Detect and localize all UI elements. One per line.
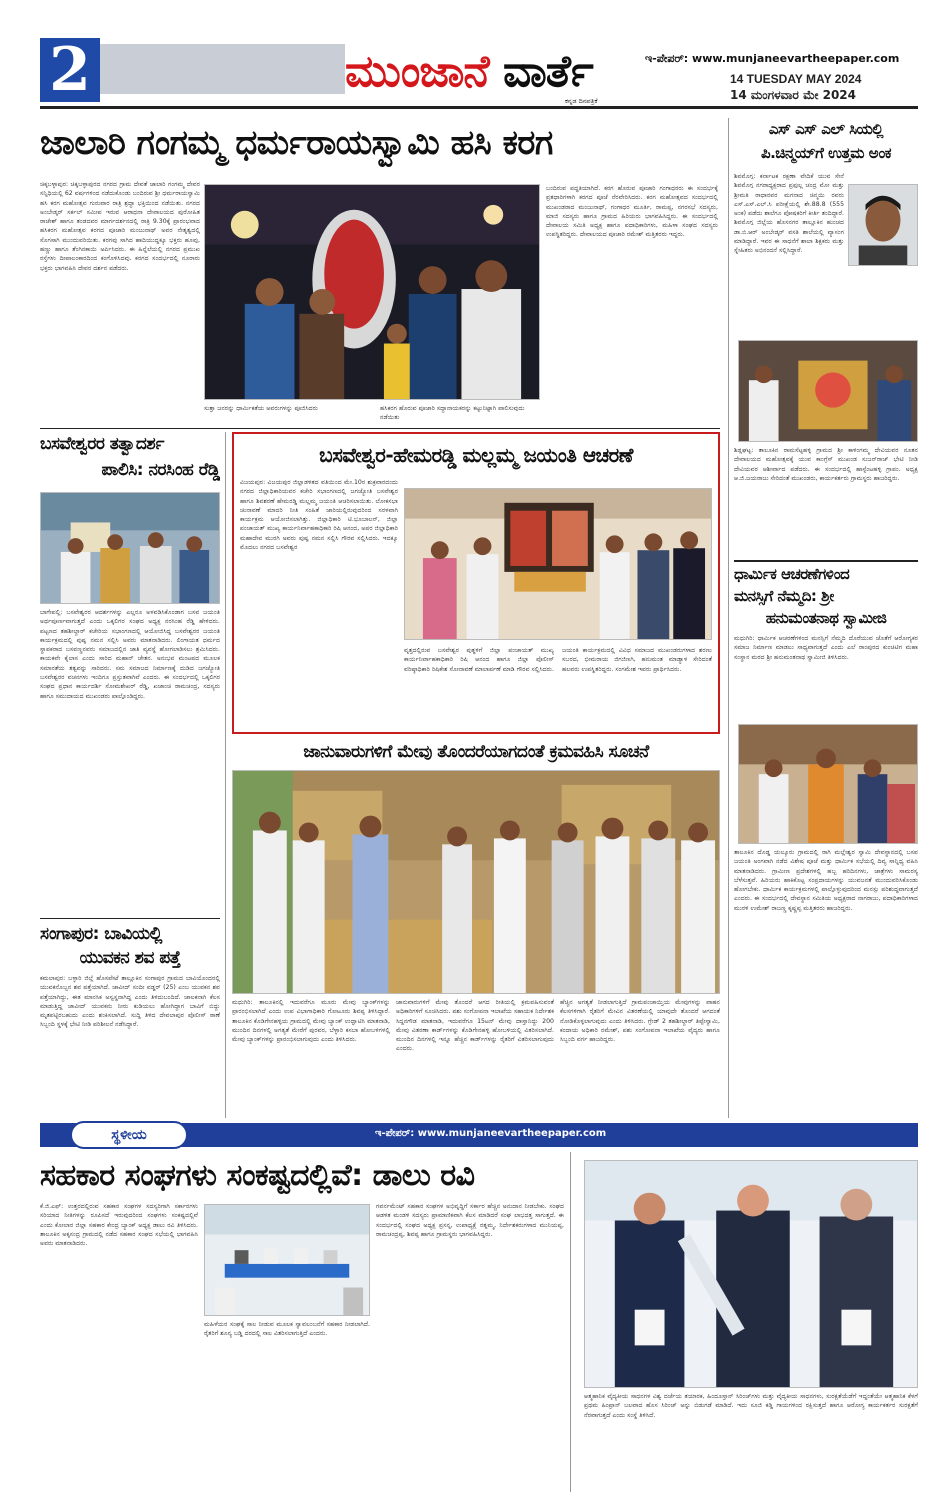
masthead-rule — [40, 106, 918, 109]
logo-red-text: ಮುಂಜಾನೆ — [345, 46, 503, 97]
fodder-col2: ಜಾನುವಾರುಗಳಿಗೆ ಮೇವು ತೊಂದರೆ ಆಗದ ರೀತಿಯಲ್ಲಿ ಕ್ರಮವಹಿಸುವಂತೆ ಅಧಿಕಾರಿಗಳಿಗೆ ಸೂಚಿಸಿದರು. ಪಶು ಸಂಗೋಪನಾ ಇಲಾಖೆಯ ಸಹಾಯಕ ನಿರ್ದೇಶಕ ಸಿದ್ದನಗೌಡ ಮಾತನಾಡಿ, ಇದುವರೆಗೂ 15ಟನ್ ಮೇವು ದಾಸ್ತಾನಿದ್ದು 200 ಮೇವು ವಿತರಣಾ ಕಾರ್ಡ್‌ಗಳನ್ನು ಕೊಡಿಗೇನಹಳ್ಳಿ ಹೋಬಳಿಯಲ್ಲಿ ವಿತರಿಸಲಾಗಿದೆ. ಮುಂದಿನ ದಿನಗಳಲ್ಲಿ ಇನ್ನೂ ಹೆಚ್ಚಿನ ಕಾರ್ಡ್‌ಗಳನ್ನು ರೈತರಿಗೆ ವಿತರಿಸಲಾಗುವುದು ಎಂದರು. — [396, 999, 554, 1053]
hmd-photo — [584, 1160, 918, 1388]
newspaper-logo[interactable] — [345, 44, 593, 100]
fodder-photo — [232, 770, 720, 994]
student-photo — [848, 184, 918, 266]
basava-headline-2[interactable]: ಪಾಲಿಸಿ: ನರಸಿಂಹ ರೆಡ್ಡಿ — [101, 460, 220, 480]
cooperative-col2: ಮಹಿಳೆಯರ ಸಂಘಕ್ಕೆ ಸಾಲ ನೀಡುವ ಮೂಲಕ ಸ್ವಾವಲಂಬನೆಗೆ ಸಹಕಾರ ನೀಡಲಾಗಿದೆ. ರೈತರಿಗೆ ಶೂನ್ಯ ಬಡ್ಡಿ ದರದಲ್ಲಿ ಸಾಲ ವಿತರಿಸಲಾಗುತ್ತಿದೆ ಎಂದರು. — [204, 1321, 370, 1338]
logo-black-text: ವಾರ್ತೆ — [502, 46, 593, 97]
karaga-caption-1: ಸುತ್ತಾ ಜನರನ್ನು ಧಾರ್ಮಿಕತೆಯ ಅವರುಗಳನ್ನು ಪೂಜಿಸಿದರು — [204, 405, 318, 412]
hmd-body: ಆತ್ಮಹಾನಿಕ ವೈದ್ಯಕೀಯ ಸಾಧನಗಳ ವಿಶ್ವ ದರ್ಜೆಯ ತಯಾರಕ, ಹಿಂದೂಸ್ತಾನ್ ಸಿರಿಂಜ್‌ಗಳು ಮತ್ತು ವೈದ್ಯಕೀಯ ಸಾಧನಗಳು, ಸುರಕ್ಷತೆಯೆಡೆಗೆ ಇದ್ದಂತೆಯೇ ಆತ್ಮಹಾನಿಕ ಕೆಳಗೆ ಪ್ರಥಮ ಹಿಂಪ್ರಾನ್ ಬಲವಾದ ಹೊಸ ಸಿರಿಂಜ್ ಅನ್ನು ಬಿಡುಗಡೆ ಮಾಡಿದೆ. ಇದು ಸೂಜಿ ಕಡ್ಡಿ ಗಾಯಗಳಿಂದ ರಕ್ಷಿಸುತ್ತದೆ ಹಾಗೂ ಆರೋಗ್ಯ ಕಾರ್ಯಕರ್ತರ ಸುರಕ್ಷತೆಗೆ ನೆರವಾಗುತ್ತದೆ ಎಂದು ಸಂಸ್ಥೆ ತಿಳಿಸಿದೆ. — [584, 1393, 918, 1419]
hemareddy-col2: ವೃತ್ತದಲ್ಲಿರುವ ಬಸವೇಶ್ವರ ಪುತ್ಥಳಿಗೆ ಜಿಲ್ಲಾ ಪಂಚಾಯತ್ ಮುಖ್ಯ ಕಾರ್ಯನಿರ್ವಾಹಕಾಧಿಕಾರಿ ರಿಷಿ ಆನಂದ ಹಾಗೂ ಜಿಲ್ಲಾ ಪೊಲೀಸ್ ವರಿಷ್ಠಾಧಿಕಾರಿ ರಿಷಿಕೇಶ ಸೋನಾವಣೆ ಮಾಲಾರ್ಪಣೆ ಮಾಡಿ ಗೌರವ ಸಲ್ಲಿಸಿದರು. — [404, 647, 554, 673]
epaper-link[interactable]: ಇ-ಪೇಪರ್: www.munjaneevartheepaper.com — [645, 52, 900, 65]
cooperative-headline[interactable]: ಸಹಕಾರ ಸಂಘಗಳು ಸಂಕಷ್ಟದಲ್ಲಿವೆ: ಡಾಲು ರವಿ — [40, 1158, 475, 1193]
bottom-column-divider — [570, 1152, 571, 1492]
hemareddy-headline[interactable]: ಬಸವೇಶ್ವರ-ಹೇಮರಡ್ಡಿ ಮಲ್ಲಮ್ಮ ಜಯಂತಿ ಆಚರಣೆ — [319, 443, 633, 467]
sslc-headline-2[interactable]: ಪಿ.ಚಿನ್ಮಯ್‌ಗೆ ಉತ್ತಮ ಅಂಕ — [760, 144, 892, 162]
spiritual-body-2: ತಾಲೂಕಿನ ದೊಡ್ಡ ಯಲ್ಕೂರು ಗ್ರಾಮದಲ್ಲಿ ರಾಗಿ ಮಲ್ಲೇಶ್ವರ ಸ್ವಾಮಿ ದೇವಸ್ಥಾನದಲ್ಲಿ ಬಸವ ಜಯಂತಿ ಅಂಗವಾಗಿ ನಡೆದ ವಿಶೇಷ ಪೂಜೆ ಮತ್ತು ಧಾರ್ಮಿಕ ಸಭೆಯಲ್ಲಿ ದಿವ್ಯ ಸಾನ್ನಿಧ್ಯ ವಹಿಸಿ ಮಾತನಾಡಿದರು. ಗ್ರಾಮೀಣ ಪ್ರದೇಶಗಳಲ್ಲಿ ಹಬ್ಬ ಹರಿದಿನಗಳು, ಜಾತ್ರೆಗಳು ಸಾಮರಸ್ಯ ಬೆಳೆಸುತ್ತವೆ. ಹಿರಿಯರು ಹಾಕಿಕೊಟ್ಟ ಸಂಪ್ರದಾಯಗಳನ್ನು ಯುವಜನತೆ ಮುಂದುವರಿಸಿಕೊಂಡು ಹೋಗಬೇಕು. ಧಾರ್ಮಿಕ ಕಾರ್ಯಕ್ರಮಗಳಲ್ಲಿ ಪಾಲ್ಗೊಳ್ಳುವುದರಿಂದ ಮನಸ್ಸು ಪರಿಶುದ್ಧವಾಗುತ್ತದೆ ಎಂದರು. ಈ ಸಂದರ್ಭದಲ್ಲಿ ದೇವಸ್ಥಾನ ಸಮಿತಿಯ ಅಧ್ಯಕ್ಷರಾದ ನಾಗರಾಜು, ಪದಾಧಿಕಾರಿಗಳಾದ ಮುರಳಿ ಉಮೇಶ್ ರಾಜಣ್ಣ ಕೃಷ್ಣಪ್ಪ ಮತ್ತಿತರರು ಹಾಜರಿದ್ದರು. — [734, 849, 918, 912]
basava-headline-1[interactable]: ಬಸವೇಶ್ವರರ ತತ್ವಾದರ್ಶ — [40, 434, 164, 454]
spiritual-photo — [738, 724, 918, 844]
spiritual-headline-1[interactable]: ಧಾರ್ಮಿಕ ಆಚರಣೆಗಳಿಂದ — [734, 565, 850, 583]
spiritual-body-1: ಮಧುಗಿರಿ: ಧಾರ್ಮಿಕ ಆಚರಣೆಗಳಿಂದ ಮನಸ್ಸಿಗೆ ನೆಮ್ಮದಿ ದೊರೆಯುವ ಜೊತೆಗೆ ಆರೋಗ್ಯಕರ ಸಮಾಜ ನಿರ್ಮಾಣ ಮಾಡಲು ಸಾಧ್ಯವಾಗುತ್ತದೆ ಎಂದು ಎಲೆ ರಾಂಪುರದ ಕುಂಚಿಟಿಗ ಮಹಾ ಸಂಸ್ಥಾನ ಮಠದ ಶ್ರೀ ಹನುಮಂತನಾಥ ಸ್ವಾಮೀಜಿ ತಿಳಿಸಿದರು. — [734, 635, 918, 661]
fodder-headline[interactable]: ಜಾನುವಾರುಗಳಿಗೆ ಮೇವು ತೊಂದರೆಯಾಗದಂತೆ ಕ್ರಮವಹಿಸಿ ಸೂಚನೆ — [303, 742, 649, 762]
karaga-photo — [204, 184, 540, 400]
karaga-col2: ಬಂದಿರುವ ಪದ್ಧತಿಯಾಗಿದೆ. ಕರಗ ಹೊರುವ ಪೂಜಾರಿ ಗಂಗಾಧರರು ಈ ಸಂದರ್ಭಕ್ಕೆ ವ್ರತಧಾರಿಗಳಾಗಿ ಕರಗದ ಪೂಜೆ ನೆರವೇರಿಸಿದರು. ಕರಗ ಮಹೋತ್ಸವದ ಸಂದರ್ಭದಲ್ಲಿ ಮುಖಂಡರಾದ ಮಂಜುನಾಥ್, ಗಂಗಾಧರ ಮೂರ್ತಿ, ರಾಮಪ್ಪ, ನಗರಸಭೆ ಸದಸ್ಯರು, ಮಾಜಿ ಸದಸ್ಯರು ಹಾಗೂ ಗ್ರಾಮದ ಹಿರಿಯರು ಭಾಗವಹಿಸಿದ್ದರು. ಈ ಸಂದರ್ಭದಲ್ಲಿ ದೇವಾಲಯ ಸಮಿತಿ ಅಧ್ಯಕ್ಷ ಹಾಗೂ ಪದಾಧಿಕಾರಿಗಳು, ಮಹಿಳಾ ಸಂಘದ ಸದಸ್ಯರು ಉಪಸ್ಥಿತರಿದ್ದರು. ದೇವಾಲಯದ ಪೂಜಾರಿ ರಮೇಶ್ ಮತ್ತಿತರರು ಇದ್ದರು. — [546, 185, 718, 239]
spiritual-headline-3[interactable]: ಹನುಮಂತನಾಥ ಸ್ವಾಮೀಜಿ — [765, 609, 887, 627]
spiritual-headline-2[interactable]: ಮನಸ್ಸಿಗೆ ನೆಮ್ಮದಿ: ಶ್ರೀ — [734, 587, 834, 605]
fodder-col1: ಮಧುಗಿರಿ: ತಾಲೂಕಿನಲ್ಲಿ ಇದುವರೆಗೂ ಮೂರು ಮೇವು ಬ್ಯಾಂಕ್‌ಗಳನ್ನು ಪ್ರಾರಂಭಿಸಲಾಗಿದೆ ಎಂದು ಉಪ ವಿಭಾಗಾಧಿಕಾರಿ ಗೋಟೂರು ಶಿವಪ್ಪ ತಿಳಿಸಿದ್ದಾರೆ. ತಾಲೂಕಿನ ಕೊಡಿಗೇನಹಳ್ಳಿಯ ಗ್ರಾಮದಲ್ಲಿ ಮೇವು ಬ್ಯಾಂಕ್ ಉದ್ಘಾಟಿಸಿ ಮಾತನಾಡಿ, ಮುಂದಿನ ದಿನಗಳಲ್ಲಿ ಅಗತ್ಯತೆ ಮೇರೆಗೆ ಪುರವರ, ಬೆಳ್ಳಾರಿ ಕಸಬಾ ಹೋಬಳಿಗಳಲ್ಲಿ ಮೇವು ಬ್ಯಾಂಕ್‌ಗಳನ್ನು ಪ್ರಾರಂಭಿಸಲಾಗುವುದು ಎಂದು ತಿಳಿಸಿದರು. — [232, 999, 390, 1044]
hemareddy-photo — [404, 488, 712, 640]
hemareddy-col3: ಜಯಂತಿ ಕಾರ್ಯಕ್ರಮದಲ್ಲಿ ವಿವಿಧ ಸಮಾಜದ ಮುಖಂಡರುಗಳಾದ ಶರಣು ಸಬರದ, ಭೀಮರಾಯ ಜಿಗಜಿಣಗಿ, ಹನುಮಂತ ಮಾಡ್ಯಾಳ ಸೇರಿದಂತೆ ಹಲವರು ಉಪಸ್ಥಿತರಿದ್ದರು. ಸಂಗಮೇಶ ಇವರು ಪ್ರಾರ್ಥಿಸಿದರು. — [562, 647, 712, 673]
left-column-divider — [225, 432, 226, 1118]
masthead-bar — [100, 44, 345, 94]
cooperative-col1: ಕೆ.ಜಿ.ಎಫ್: ಉತ್ತರದಲ್ಲಿರುವ ಸಹಕಾರ ಸಂಘಗಳ ಸದಸ್ಯರಿಗಾಗಿ ಸರ್ಕಾರಗಳು ಸರಿಯಾದ ನೀತಿಗಳನ್ನು ರೂಪಿಸದೆ ಇರುವುದರಿಂದ ಸಂಘಗಳು ಸಂಕಷ್ಟದಲ್ಲಿವೆ ಎಂದು ಕೋಲಾರ ಜಿಲ್ಲಾ ಸಹಕಾರ ಕೇಂದ್ರ ಬ್ಯಾಂಕ್ ಅಧ್ಯಕ್ಷ ಡಾಲು ರವಿ ತಿಳಿಸಿದರು. ತಾಲೂಕಿನ ಅಕ್ಕಸಂದ್ರ ಗ್ರಾಮದಲ್ಲಿ ನಡೆದ ಸಹಕಾರ ಸಂಘದ ಸಭೆಯಲ್ಲಿ ಭಾಗವಹಿಸಿ ಅವರು ಮಾತನಾಡಿದರು. — [40, 1203, 198, 1248]
karaga-headline[interactable]: ಜಾಲಾರಿ ಗಂಗಮ್ಮ ಧರ್ಮರಾಯಸ್ವಾಮಿ ಹಸಿ ಕರಗ — [40, 123, 553, 163]
basava-photo — [40, 492, 220, 604]
right-column-divider — [728, 118, 729, 1118]
sangapura-rule — [40, 918, 220, 919]
sangapura-headline-1[interactable]: ಸಂಗಾಪುರ: ಬಾವಿಯಲ್ಲಿ — [40, 924, 162, 944]
karaga-col1: ಚಿಕ್ಕಬಳ್ಳಾಪುರ: ಚಿಕ್ಕಬಳ್ಳಾಪುರದ ನಗರದ ಗ್ರಾಮ ದೇವತೆ ಜಾಲಾರಿ ಗಂಗಮ್ಮ ದೇವರ ಸನ್ನಿಧಿಯಲ್ಲಿ 62 ವರ್ಷಗಳಿಂದ ನಡೆದುಕೊಂಡು ಬಂದಿರುವ ಶ್ರೀ ಧರ್ಮರಾಯಸ್ವಾಮಿ ಹಸಿ ಕರಗ ಮಹೋತ್ಸವ ಗುರುವಾರ ರಾತ್ರಿ ಶ್ರದ್ಧಾ ಭಕ್ತಿಯಿಂದ ನಡೆಯಿತು. ನಗರದ ಅಂಬೇಡ್ಕರ್ ಸರ್ಕಲ್ ಸಮೀಪ ಇರುವ ಆರಾಧನಾ ದೇವಾಲಯದ ಪುರೋಹಿತ ರಾಜೇಶ್ ಹಾಗೂ ತಂಡದವರ ಮಾರ್ಗದರ್ಶನದಲ್ಲಿ ರಾತ್ರಿ 9.30ಕ್ಕೆ ಪ್ರಾರಂಭವಾದ ಹಸಿಕರಗ ಮಹೋತ್ಸವ ಕರಗದ ಪೂಜಾರಿ ಮಂಜುನಾಥ್ ಅವರ ನೇತೃತ್ವದಲ್ಲಿ ಸೊಗಸಾಗಿ ಮುಂದುವರಿಯಿತು. ಕರಗವು ಸಾಗಿದ ಹಾದಿಯುದ್ದಕ್ಕೂ ಭಕ್ತರು ಹೂವು, ಹಣ್ಣು ಹಾಗೂ ತೆಂಗಿನಕಾಯಿ ಅರ್ಪಿಸಿದರು. ಈ ಹಿನ್ನೆಲೆಯಲ್ಲಿ ನಗರದ ಪ್ರಮುಖ ರಸ್ತೆಗಳು ದೀಪಾಲಂಕಾರದಿಂದ ಕಂಗೊಳಿಸಿದವು. ಕರಗದ ಸಂದರ್ಭದಲ್ಲಿ ನೂರಾರು ಭಕ್ತರು ಭಾಗವಹಿಸಿ ದೇವರ ದರ್ಶನ ಪಡೆದರು. — [40, 181, 200, 272]
date-english: 14 TUESDAY MAY 2024 — [730, 72, 862, 86]
local-epaper-link[interactable]: ಇ-ಪೇಪರ್: www.munjaneevartheepaper.com — [375, 1128, 607, 1139]
cooperative-photo — [204, 1204, 370, 1316]
local-section-tag[interactable]: ಸ್ಥಳೀಯ — [70, 1121, 188, 1149]
hemareddy-col1: ವಿಜಯಪುರ: ವಿಜಯಪುರ ಜಿಲ್ಲಾಡಳಿತದ ವತಿಯಿಂದ ಮೇ.10ರ ಶುಕ್ರವಾರದಂದು ನಗರದ ಜಿಲ್ಲಾಧಿಕಾರಿಯವರ ಕಚೇರಿ ಸಭಾಂಗಣದಲ್ಲಿ ಜಗಜ್ಯೋತಿ ಬಸವೇಶ್ವರ ಹಾಗೂ ಶಿವಶರಣೆ ಹೇಮರಡ್ಡಿ ಮಲ್ಲಮ್ಮ ಜಯಂತಿ ಆಚರಿಸಲಾಯಿತು. ಲೋಕಸಭಾ ಚುನಾವಣೆ ಮಾದರಿ ನೀತಿ ಸಂಹಿತೆ ಜಾರಿಯಲ್ಲಿರುವುದರಿಂದ ಸರಳವಾಗಿ ಕಾರ್ಯಕ್ರಮ ಆಯೋಜಿಸಲಾಗಿತ್ತು. ಜಿಲ್ಲಾಧಿಕಾರಿ ಟಿ.ಭೂಬಾಲನ್, ಜಿಲ್ಲಾ ಪಂಚಾಯತ್ ಮುಖ್ಯ ಕಾರ್ಯನಿರ್ವಾಹಕಾಧಿಕಾರಿ ರಿಷಿ ಆನಂದ, ಅಪರ ಜಿಲ್ಲಾಧಿಕಾರಿ ಮಹಾದೇವ ಮುರಗಿ ಅವರು ಪುಷ್ಪ ನಮನ ಸಲ್ಲಿಸಿ ಗೌರವ ಸಲ್ಲಿಸಿದರು. ಇದಕ್ಕೂ ಮೊದಲು ನಗರದ ಬಸವೇಶ್ವರ — [240, 479, 398, 552]
sslc-body: ಶಿವಮೊಗ್ಗ: ಕರ್ನಾಟಕ ರಕ್ಷಣಾ ವೇದಿಕೆ ಯುವ ಸೇನೆ ಶಿವಮೊಗ್ಗ ನಗರಾಧ್ಯಕ್ಷರಾದ ಪ್ರಫುಲ್ಲ ಚಂದ್ರ ಮೋ ಮತ್ತು ಶ್ರೀಮತಿ ರಾಧಾರವರ ಮಗನಾದ ಚಿನ್ಮಯಿ ರವರು ಎಸ್.ಎಸ್.ಎಲ್.ಸಿ ಪರೀಕ್ಷೆಯಲ್ಲಿ ಶೇ.88.8 (555 ಅಂಕ) ಪಡೆದು ಶಾಲೆಗೂ ಪೋಷಕರಿಗೆ ಕೀರ್ತಿ ತಂದಿದ್ದಾರೆ. ಶಿವಮೊಗ್ಗ ಜಿಲ್ಲೆಯ ಹೊಸನಗರ ತಾಲ್ಲೂಕಿನ ಹುಂಚದ ಡಾ.ಬಿ.ಆರ್ ಅಂಬೇಡ್ಕರ್ ವಸತಿ ಶಾಲೆಯಲ್ಲಿ ವ್ಯಾಸಂಗ ಮಾಡಿದ್ದಾರೆ. ಇವರ ಈ ಸಾಧನೆಗೆ ಶಾಲಾ ಶಿಕ್ಷಕರು ಮತ್ತು ಸ್ನೇಹಿತರು ಅಭಿನಂದನೆ ಸಲ್ಲಿಸಿದ್ದಾರೆ. — [734, 173, 844, 255]
section-rule-1 — [40, 428, 720, 429]
temple-body: ಶಿಡ್ಲಘಟ್ಟ: ತಾಲೂಕಿನ ರಾಮಸೆಟ್ಟಹಳ್ಳಿ ಗ್ರಾಮದ ಶ್ರೀ ಕಾಳಿಂಗಮ್ಮ ದೇವಿಯವರ ನೂತನ ದೇವಾಲಯದ ಮಹೋತ್ಸವಕ್ಕೆ ಯುವ ಕಾಂಗ್ರೆಸ್ ಮುಖಂಡ ಸುಜನ್‌ರಾಜ್ ಭೇಟಿ ನೀಡಿ ದೇವಿಯವರ ಆಶೀರ್ವಾದ ಪಡೆದರು. ಈ ಸಂದರ್ಭದಲ್ಲಿ ಹಾಸ್ಟೆಂಟಹಳ್ಳಿ ಗ್ರಾಪಂ. ಅಧ್ಯಕ್ಷ ಆ.ಜಿ.ಜಯರಾಜು ಸೇರಿದಂತೆ ಮುಖಂಡರು, ಕಾರ್ಯಕರ್ತರು ಗ್ರಾಮಸ್ಥರು ಹಾಜರಿದ್ದರು. — [734, 447, 918, 482]
sangapura-headline-2[interactable]: ಯುವಕನ ಶವ ಪತ್ತೆ — [79, 948, 181, 968]
basava-body: ಬಾಗೇಪಲ್ಲಿ: ಬಸವೇಶ್ವರರ ಆದರ್ಶಗಳನ್ನು ಎಲ್ಲರೂ ಅಳವಡಿಸಿಕೊಂಡಾಗ ಬಸವ ಜಯಂತಿ ಅರ್ಥಪೂರ್ಣವಾಗುತ್ತದೆ ಎಂದು ಒಕ್ಕಲಿಗರ ಸಂಘದ ಅಧ್ಯಕ್ಷ ನರಸಿಂಹ ರೆಡ್ಡಿ ಹೇಳಿದರು. ಪಟ್ಟಣದ ತಹಶೀಲ್ದಾರ್ ಕಚೇರಿಯ ಸಭಾಂಗಣದಲ್ಲಿ ಆಯೋಜಿಸಿದ್ದ ಬಸವೇಶ್ವರರ ಜಯಂತಿ ಕಾರ್ಯಕ್ರಮದಲ್ಲಿ ಪುಷ್ಪ ನಮನ ಸಲ್ಲಿಸಿ ಅವರು ಮಾತನಾಡಿದರು. ಲಿಂಗಾಯತ ಧರ್ಮದ ಸ್ಥಾಪಕರಾದ ಬಸವಣ್ಣನವರು ಸಮಾಜದಲ್ಲಿನ ಜಾತಿ ವ್ಯವಸ್ಥೆ ಹೋಗಲಾಡಿಸಲು ಶ್ರಮಿಸಿದರು. ಕಾಯಕವೇ ಕೈಲಾಸ ಎಂದು ಸಾರಿದ ಮಹಾನ್ ಚೇತನ. ಅನುಭವ ಮಂಟಪದ ಮೂಲಕ ಸಮಾನತೆಯ ತತ್ವವನ್ನು ಸಾರಿದರು. ಸಮ ಸಮಾಜದ ನಿರ್ಮಾಣಕ್ಕೆ ದುಡಿದ ಜಗಜ್ಯೋತಿ ಬಸವೇಶ್ವರರ ವಚನಗಳು ಇಂದಿಗೂ ಪ್ರಸ್ತುತವಾಗಿವೆ ಎಂದರು. ಈ ಸಂದರ್ಭದಲ್ಲಿ ಒಕ್ಕಲಿಗರ ಸಂಘದ ಪ್ರಧಾನ ಕಾರ್ಯದರ್ಶಿ ಸೋಮಶೇಖರ್ ರೆಡ್ಡಿ, ಖಜಾಂಚಿ ರಾಮಚಂದ್ರ, ಸದಸ್ಯರು ಹಾಗೂ ಸಮುದಾಯದ ಮುಖಂಡರು ಪಾಲ್ಗೊಂಡಿದ್ದರು. — [40, 609, 220, 700]
sangapura-body: ಕಮಲಾಪುರ: ಬಳ್ಳಾರಿ ಜಿಲ್ಲೆ ಹೊಸಪೇಟೆ ತಾಲ್ಲೂಕಿನ ಸಂಗಾಪುರ ಗ್ರಾಮದ ಬಾವಿಯೊಂದರಲ್ಲಿ ಯುವಕನೊಬ್ಬನ ಶವ ಪತ್ತೆಯಾಗಿದೆ. ಜಾವೀದ್ ಸಂದೀ ವಡ್ಡರ್ (25) ಎಂಬ ಯುವಕನ ಶವ ಪತ್ತೆಯಾಗಿದ್ದು, ಈತ ಮಾನಸಿಕ ಅಸ್ವಸ್ಥನಾಗಿದ್ದ ಎಂದು ತಿಳಿದುಬಂದಿದೆ. ಚಾಲಕನಾಗಿ ಕೆಲಸ ಮಾಡುತ್ತಿದ್ದ ಜಾವೀದ್ ಯುವಕನು ನೀರು ಕುಡಿಯಲು ಹೋಗಿದ್ದಾಗ ಬಾವಿಗೆ ಬಿದ್ದು ಮೃತಪಟ್ಟಿರಬಹುದು ಎಂದು ಶಂಕಿಸಲಾಗಿದೆ. ಸುದ್ದಿ ತಿಳಿದ ದೇವಲಾಪುರ ಪೊಲೀಸ್ ಠಾಣೆ ಸಿಬ್ಬಂದಿ ಸ್ಥಳಕ್ಕೆ ಭೇಟಿ ನೀಡಿ ಪರಿಶೀಲನೆ ನಡೆಸಿದ್ದಾರೆ. — [40, 975, 220, 1029]
page-number: 2 — [40, 38, 100, 102]
date-kannada: 14 ಮಂಗಳವಾರ ಮೇ 2024 — [730, 88, 857, 102]
cooperative-col3: ಗವರ್ನಮೆಂಟ್ ಸಹಕಾರ ಸಂಘಗಳ ಅಭಿವೃದ್ಧಿಗೆ ಸರ್ಕಾರ ಹೆಚ್ಚಿನ ಅನುದಾನ ನೀಡಬೇಕು. ಸಂಘದ ಆಡಳಿತ ಮಂಡಳಿ ಸದಸ್ಯರು ಪ್ರಾಮಾಣಿಕವಾಗಿ ಕೆಲಸ ಮಾಡಿದರೆ ಸಂಘ ಲಾಭದತ್ತ ಸಾಗುತ್ತದೆ. ಈ ಸಂದರ್ಭದಲ್ಲಿ ಸಂಘದ ಅಧ್ಯಕ್ಷ ಪ್ರಸನ್ನ, ಉಪಾಧ್ಯಕ್ಷೆ ರತ್ನಮ್ಮ, ನಿರ್ದೇಶಕರುಗಳಾದ ಮುನಿಯಪ್ಪ, ರಾಮಚಂದ್ರಪ್ಪ, ಶಿವಪ್ಪ ಹಾಗೂ ಗ್ರಾಮಸ್ಥರು ಭಾಗವಹಿಸಿದ್ದರು. — [376, 1203, 564, 1238]
temple-photo — [738, 340, 918, 442]
sslc-headline-1[interactable]: ಎಸ್ ಎಸ್ ಎಲ್ ಸಿಯಲ್ಲಿ — [768, 120, 884, 138]
spiritual-rule — [734, 560, 918, 562]
karaga-caption-2: ಹಸಿಕರಗ ಹೊರುವ ಪೂಜಾರಿ ಸದ್ದಾನಾಯಕರನ್ನು ಕಟ್ಟುನಿಟ್ಟಾಗಿ ಪಾಲಿಸುವುದು ನಡೆಯಿತು — [380, 405, 525, 421]
logo-tagline: ಕನ್ನಡ ದಿನಪತ್ರಿಕೆ — [565, 97, 598, 105]
fodder-col3: ಹೆಚ್ಚಿನ ಅಗತ್ಯತೆ ನೀಡಲಾಗುತ್ತಿದೆ ಗ್ರಾಮಪಂಚಾಯ್ತಿಯ ಮೇವುಗಳನ್ನು ವಾಹನ ಕೆಲಸಗಳಿಗಾಗಿ ರೈತರಿಗೆ ಮೇವಿನ ವಿತರಣೆಯಲ್ಲಿ ಯಾವುದೇ ತೊಂದರೆ ಆಗದಂತೆ ನೋಡಿಕೊಳ್ಳಲಾಗುವುದು ಎಂದು ತಿಳಿಸಿದರು. ಗ್ರೇಡ್ 2 ತಹಶೀಲ್ದಾರ್ ತಿಪ್ಪೇಸ್ವಾಮಿ, ಕಂದಾಯ ಅಧಿಕಾರಿ ರಮೇಶ್, ಪಶು ಸಂಗೋಪನಾ ಇಲಾಖೆಯ ವೈದ್ಯರು ಹಾಗೂ ಸಿಬ್ಬಂದಿ ವರ್ಗ ಹಾಜರಿದ್ದರು. — [560, 999, 720, 1044]
